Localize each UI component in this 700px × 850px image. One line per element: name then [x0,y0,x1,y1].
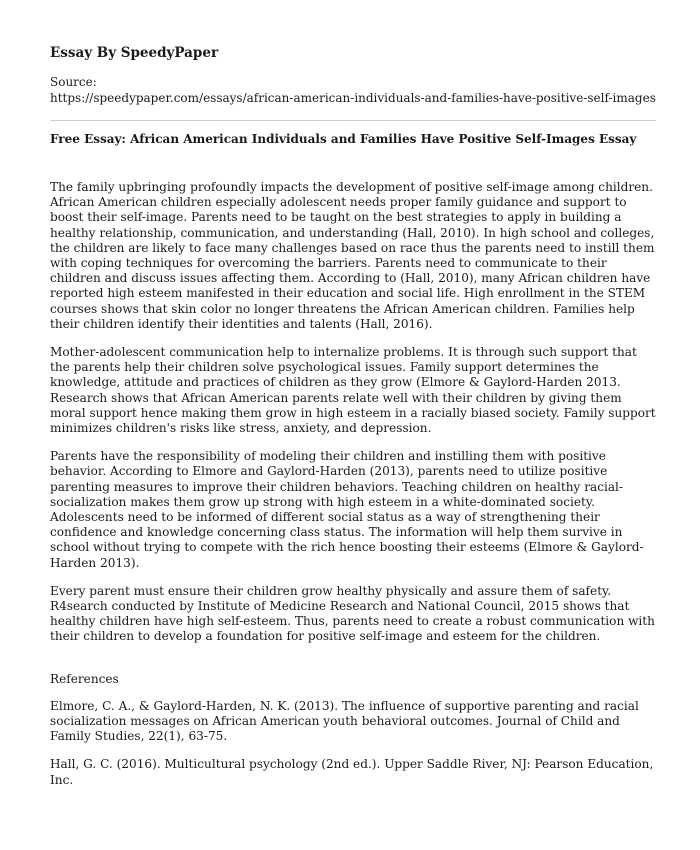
source-url[interactable]: https://speedypaper.com/essays/african-american-individuals-and-families-have-positive-self-images [50,91,656,105]
essay-title: Free Essay: African American Individuals and Families Have Positive Self-Images Essay [50,132,637,146]
essay-paragraph: Mother-adolescent communication help to internalize problems. It is through such support that the parents help their children solve psychological issues. Family support determines the knowledge, attitude and practices of children as they grow (Elmore & Gaylord-Harden 2013. Research shows that African American parents relate well with their children by giving them moral support hence making them grow in high esteem in a racially biased society. Family support minimizes children's risks like stress, anxiety, and depression. [50,345,656,436]
reference-item: Hall, G. C. (2016). Multicultural psychology (2nd ed.). Upper Saddle River, NJ: Pearson Education, Inc. [50,757,654,787]
references-heading: References [50,671,119,686]
essay-body [50,180,656,645]
document-page [50,44,656,801]
essay-paragraph: Every parent must ensure their children grow healthy physically and assure them of safety. R4search conducted by Institute of Medicine Research and National Council, 2015 shows that healthy children have high self-esteem. Thus, parents need to create a robust communication with their children to develop a foundation for positive self-image and esteem for the children. [50,583,655,644]
header-divider [50,120,656,121]
essay-paragraph: The family upbringing profoundly impacts the development of positive self-image among children. African American children especially adolescent needs proper family guidance and support to boost their self-image. Parents need to be taught on the best strategies to apply in building a healthy relationship, communication, and understanding (Hall, 2010). In high school and colleges, the children are likely to face many challenges based on race thus the parents need to instill them with coping techniques for overcoming the barriers. Parents need to communicate to their children and discuss issues affecting them. According to (Hall, 2010), many African children have reported high esteem manifested in their education and social life. High enrollment in the STEM courses shows that skin color no longer threatens the African American children. Families help their children identify their identities and talents (Hall, 2016). [50,180,655,331]
source-label: Source: [50,75,97,89]
references-list [50,699,656,788]
reference-item: Elmore, C. A., & Gaylord-Harden, N. K. (2013). The influence of supportive parenting and racial socialization messages on African American youth behavioral outcomes. Journal of Child and Family Studies, 22(1), 63-75. [50,698,639,744]
document-header-title: Essay By SpeedyPaper [50,45,219,61]
essay-paragraph: Parents have the responsibility of modeling their children and instilling them with positive behavior. According to Elmore and Gaylord-Harden (2013), parents need to utilize positive parenting measures to improve their children behaviors. Teaching children on healthy racial-socialization makes them grow up strong with high esteem in a white-dominated society. Adolescents need to be informed of different social status as a way of strengthening their confidence and knowledge concerning class status. The information will help them survive in school without trying to compete with the rich hence boosting their esteems (Elmore & Gaylord-Harden 2013). [50,449,644,570]
